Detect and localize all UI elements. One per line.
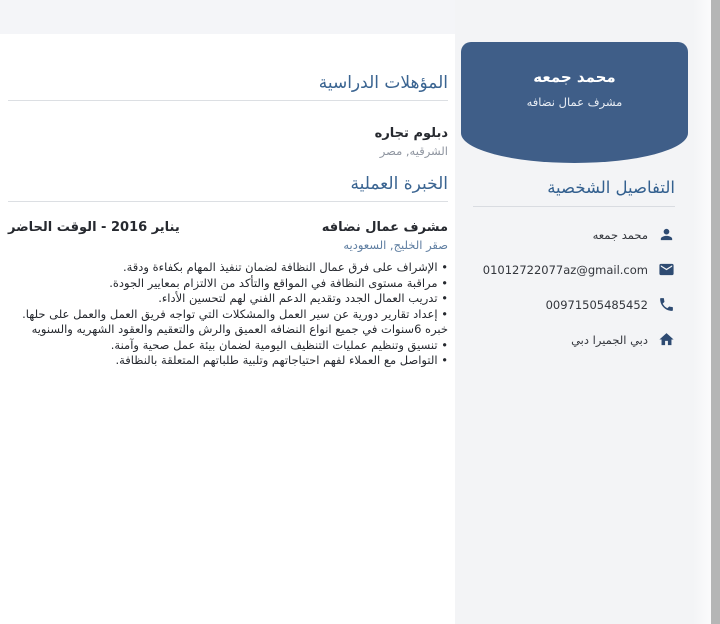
job-duty-item: • إعداد تقارير دورية عن سير العمل والمشكلات التي تواجه فريق العمل والعمل على حلها. xyxy=(8,307,448,323)
contact-row-address xyxy=(473,331,675,348)
page-edge-band xyxy=(693,0,711,624)
vertical-scrollbar[interactable] xyxy=(711,0,720,624)
contact-address-value: دبي الجميرا دبي xyxy=(571,332,648,347)
job-duty-item: • الإشراف على فرق عمال النظافة لضمان تنفيذ المهام بكفاءة ودقة. xyxy=(8,260,448,276)
resume-sidebar xyxy=(455,0,693,624)
education-heading-divider xyxy=(8,100,448,101)
education-section-heading: المؤهلات الدراسية xyxy=(318,73,448,93)
user-icon xyxy=(658,226,675,243)
resume-main-column xyxy=(0,34,455,624)
experience-heading-divider xyxy=(8,201,448,202)
profile-header-card xyxy=(461,42,688,163)
job-duty-item: • تدريب العمال الجدد وتقديم الدعم الفني لهم لتحسين الأداء. xyxy=(8,291,448,307)
contact-row-phone xyxy=(473,296,675,313)
education-location: الشرقيه, مصر xyxy=(379,144,448,158)
job-header-row xyxy=(8,220,448,235)
contact-row-email xyxy=(473,261,675,278)
contact-phone-value: 00971505485452 xyxy=(545,297,648,312)
job-duty-list xyxy=(8,260,448,369)
phone-icon xyxy=(658,296,675,313)
job-company: صقر الخليج, السعوديه xyxy=(343,238,448,252)
job-title: مشرف عمال نضافه xyxy=(321,220,448,235)
education-degree: دبلوم تجاره xyxy=(374,126,448,141)
email-icon xyxy=(658,261,675,278)
job-duty-item: خبره 6سنوات في جميع انواع النضافه العميق والرش والتعقيم والعقود الشهريه والسنويه xyxy=(31,322,448,336)
personal-details-heading: التفاصيل الشخصية xyxy=(547,178,675,197)
contact-list xyxy=(473,226,675,348)
job-duty-item: • التواصل مع العملاء لفهم احتياجاتهم وتلبية طلباتهم المتعلقة بالنظافة. xyxy=(8,353,448,369)
profile-job-title: مشرف عمال نضافه xyxy=(526,95,623,109)
contact-email-value: 01012722077az@gmail.com xyxy=(482,262,648,277)
profile-name: محمد جمعه xyxy=(533,68,616,86)
personal-details-divider xyxy=(473,206,675,207)
job-duty-item: • تنسيق وتنظيم عمليات التنظيف اليومية لضمان بيئة عمل صحية وآمنة. xyxy=(8,338,448,354)
experience-section-heading: الخبرة العملية xyxy=(350,174,448,194)
job-date-range: يناير 2016 - الوقت الحاضر xyxy=(8,220,180,235)
contact-row-name xyxy=(473,226,675,243)
job-duty-item: • مراقبة مستوى النظافة في المواقع والتأكد من الالتزام بمعايير الجودة. xyxy=(8,276,448,292)
home-icon xyxy=(658,331,675,348)
contact-name-value: محمد جمعه xyxy=(592,227,648,242)
